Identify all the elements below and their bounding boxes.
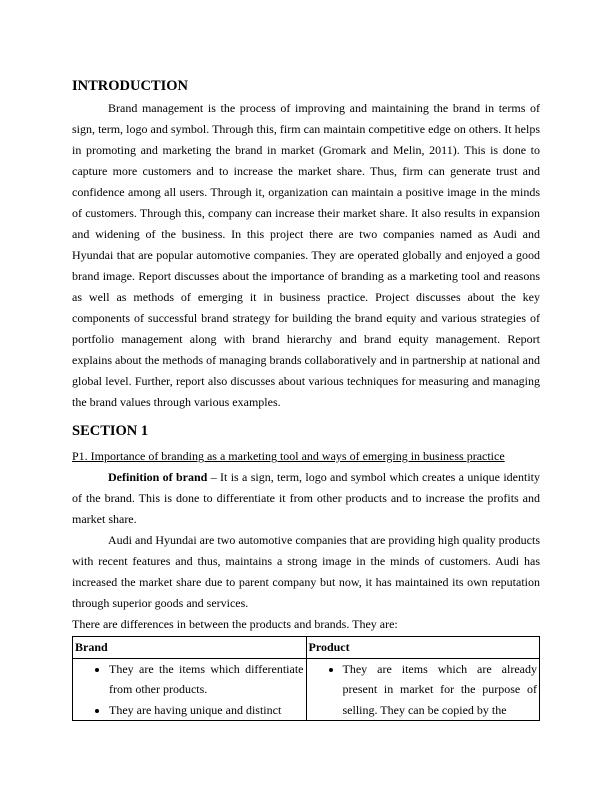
table-row bbox=[73, 658, 540, 721]
introduction-paragraph: Brand management is the process of improving and maintaining the brand in terms of sign, term, logo and symbol. Through this, firm can maintain competitive edge on others. It helps in promoting and marketing the brand in market (Gromark and Melin, 2011). This is done to capture more customers and to increase the market share. Thus, firm can generate trust and confidence among all users. Through it, organization can maintain a positive image in the minds of customers. Through this, company can increase their market share. It also results in expansion and widening of the business. In this project there are two companies named as Audi and Hyundai that are popular automotive companies. They are operated globally and enjoyed a good brand image. Report discusses about the importance of branding as a marketing tool and reasons as well as methods of emerging it in business practice. Project discusses about the key components of successful brand strategy for building the brand equity and various strategies of portfolio management along with brand hierarchy and brand equity management. Report explains about the methods of managing brands collaboratively and in partnership at national and global level. Further, report also discusses about various techniques for measuring and managing the brand values through various examples. bbox=[72, 101, 540, 409]
brand-product-table bbox=[72, 636, 540, 721]
document-page bbox=[72, 76, 540, 721]
differences-intro: There are differences in between the products and brands. They are: bbox=[72, 617, 398, 631]
product-cell bbox=[306, 658, 540, 721]
table-header-brand: Brand bbox=[73, 637, 307, 659]
list-item: • They are items which are already present in market for the purpose of selling. They can be copied by the bbox=[343, 659, 538, 721]
definition-text: – It is a sign, term, logo and symbol which creates a unique identity of the brand. This is done to differentiate it from other products and to increase the profits and market share. bbox=[72, 470, 540, 526]
brand-cell bbox=[73, 658, 307, 721]
introduction-heading: INTRODUCTION bbox=[72, 78, 189, 94]
definition-term: Definition of brand bbox=[108, 470, 208, 484]
table-header-row bbox=[73, 637, 540, 659]
table-header-product: Product bbox=[306, 637, 540, 659]
brand-list bbox=[75, 659, 304, 721]
section-1-heading: SECTION 1 bbox=[72, 423, 149, 439]
audi-hyundai-paragraph: Audi and Hyundai are two automotive companies that are providing high quality products with recent features and thus, maintains a strong image in the minds of customers. Audi has increased the market share due to parent company but now, it has maintained its own reputation through superior goods and services. bbox=[72, 533, 540, 610]
list-item: • They are the items which differentiate from other products. bbox=[109, 659, 304, 700]
product-list bbox=[309, 659, 538, 721]
brand-definition-paragraph bbox=[72, 467, 540, 530]
list-item: • They are having unique and distinct bbox=[109, 700, 304, 721]
p1-subheading: P1. Importance of branding as a marketing tool and ways of emerging in business practice bbox=[72, 449, 505, 463]
